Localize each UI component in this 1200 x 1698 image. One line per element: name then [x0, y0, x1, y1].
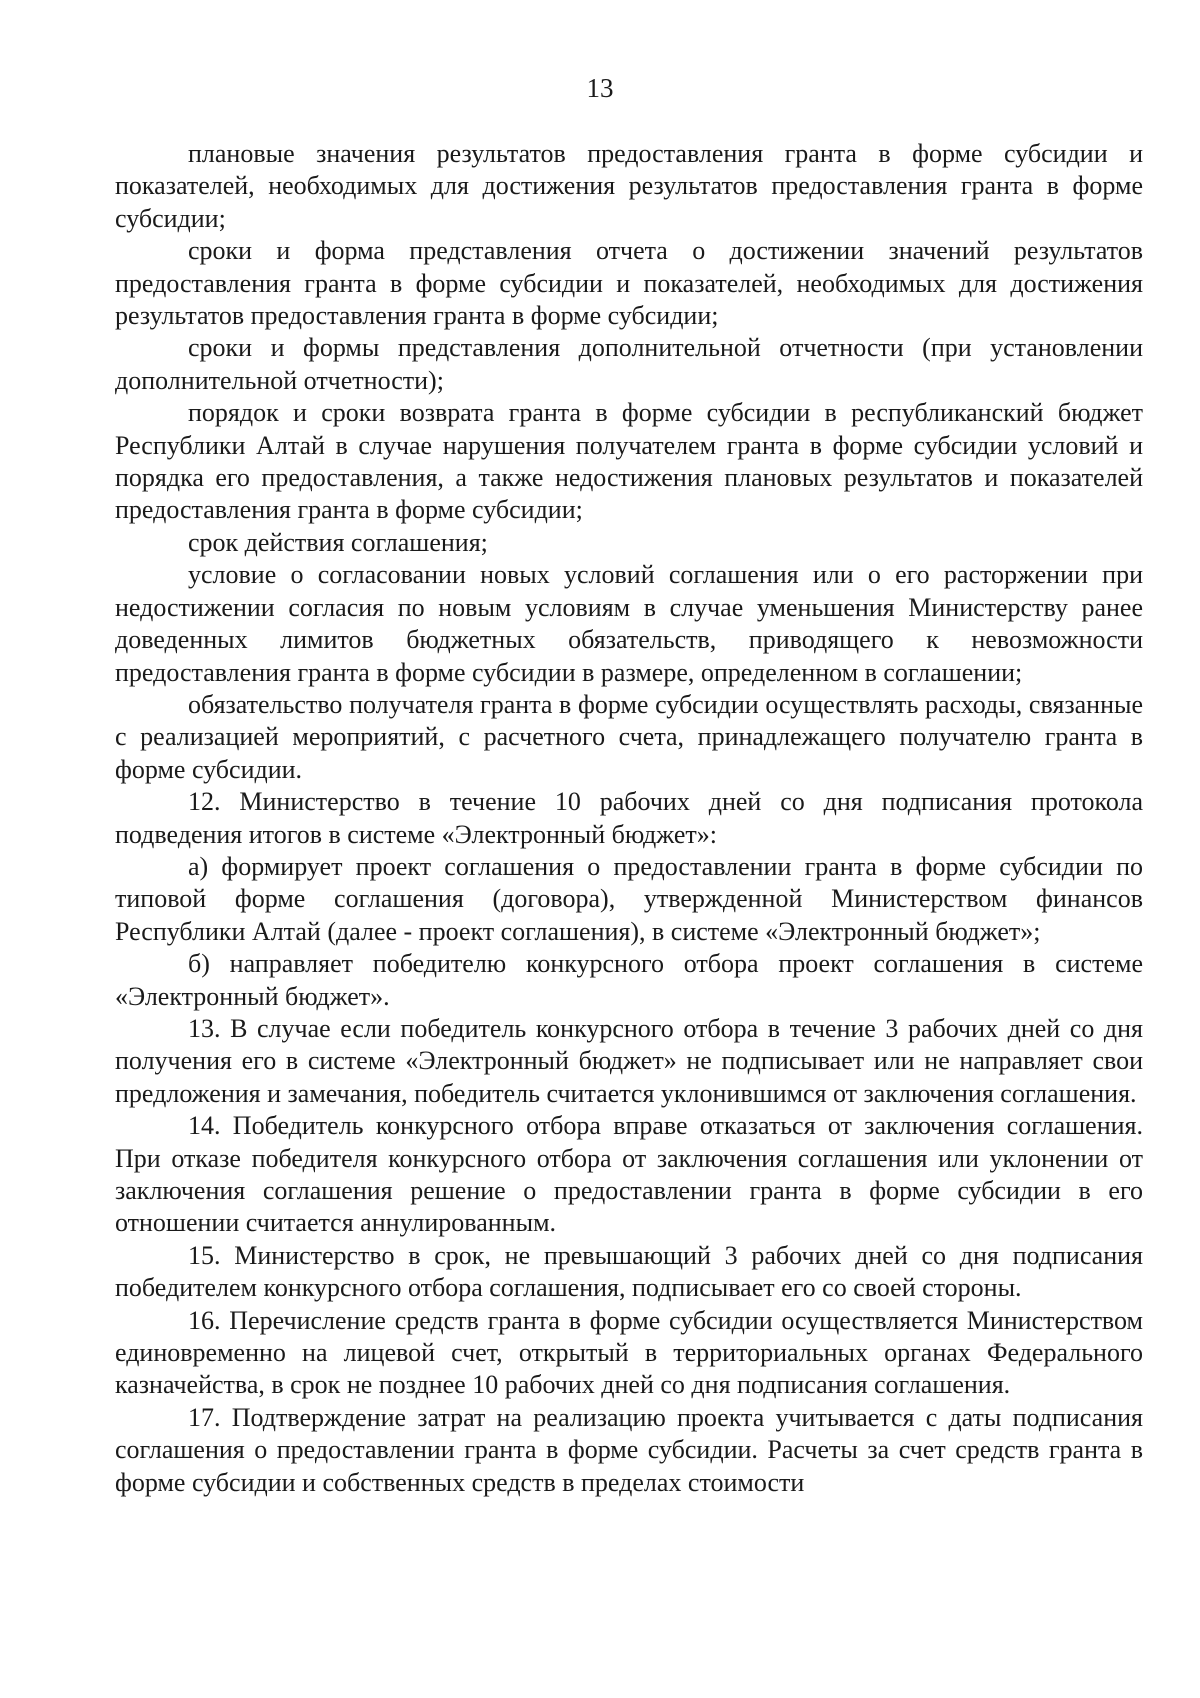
paragraph: 12. Министерство в течение 10 рабочих дней со дня подписания протокола подведения итогов в системе «Электронный бюджет»: — [115, 787, 1143, 849]
paragraph: условие о согласовании новых условий соглашения или о его расторжении при недостижении согласия по новым условиям в случае уменьшения Министерству ранее доведенных лимитов бюджетных обязательств, приводящего к невозможности предоставления гранта в форме субсидии в размере, определенном в соглашении; — [115, 560, 1143, 687]
paragraph: сроки и формы представления дополнительной отчетности (при установлении дополнительной отчетности); — [115, 333, 1143, 395]
paragraph: 17. Подтверждение затрат на реализацию проекта учитывается с даты подписания соглашения о предоставлении гранта в форме субсидии. Расчеты за счет средств гранта в форме субсидии и собственных средств в пределах стоимости — [115, 1402, 1143, 1497]
paragraph: 14. Победитель конкурсного отбора вправе отказаться от заключения соглашения. При отказе победителя конкурсного отбора от заключения соглашения или уклонении от заключения соглашения решение о предоставлении гранта в форме субсидии в его отношении считается аннулированным. — [115, 1111, 1143, 1238]
paragraph: 13. В случае если победитель конкурсного отбора в течение 3 рабочих дней со дня получения его в системе «Электронный бюджет» не подписывает или не направляет свои предложения и замечания, победитель считается уклонившимся от заключения соглашения. — [115, 1013, 1143, 1108]
page-number: 13 — [586, 73, 614, 103]
paragraph: 15. Министерство в срок, не превышающий 3 рабочих дней со дня подписания победителем конкурсного отбора соглашения, подписывает его со своей стороны. — [115, 1240, 1143, 1303]
paragraph: сроки и форма представления отчета о достижении значений результатов предоставления гранта в форме субсидии и показателей, необходимых для достижения результатов предоставления гранта в форме субсидии; — [115, 236, 1143, 331]
document-body — [115, 138, 1143, 1499]
paragraph: плановые значения результатов предоставления гранта в форме субсидии и показателей, необходимых для достижения результатов предоставления гранта в форме субсидии; — [115, 139, 1143, 233]
paragraph: порядок и сроки возврата гранта в форме субсидии в республиканский бюджет Республики Алтай в случае нарушения получателем гранта в форме субсидии условий и порядка его предоставления, а также недостижения плановых результатов и показателей предоставления гранта в форме субсидии; — [115, 398, 1143, 525]
paragraph: а) формирует проект соглашения о предоставлении гранта в форме субсидии по типовой форме соглашения (договора), утвержденной Министерством финансов Республики Алтай (далее - проект соглашения), в системе «Электронный бюджет»; — [115, 851, 1143, 946]
paragraph: срок действия соглашения; — [188, 527, 488, 557]
paragraph: 16. Перечисление средств гранта в форме субсидии осуществляется Министерством единовременно на лицевой счет, открытый в территориальных органах Федерального казначейства, в срок не позднее 10 рабочих дней со дня подписания соглашения. — [115, 1305, 1143, 1400]
paragraph: обязательство получателя гранта в форме субсидии осуществлять расходы, связанные с реализацией мероприятий, с расчетного счета, принадлежащего получателю гранта в форме субсидии. — [115, 689, 1143, 784]
paragraph: б) направляет победителю конкурсного отбора проект соглашения в системе «Электронный бюджет». — [115, 949, 1143, 1011]
